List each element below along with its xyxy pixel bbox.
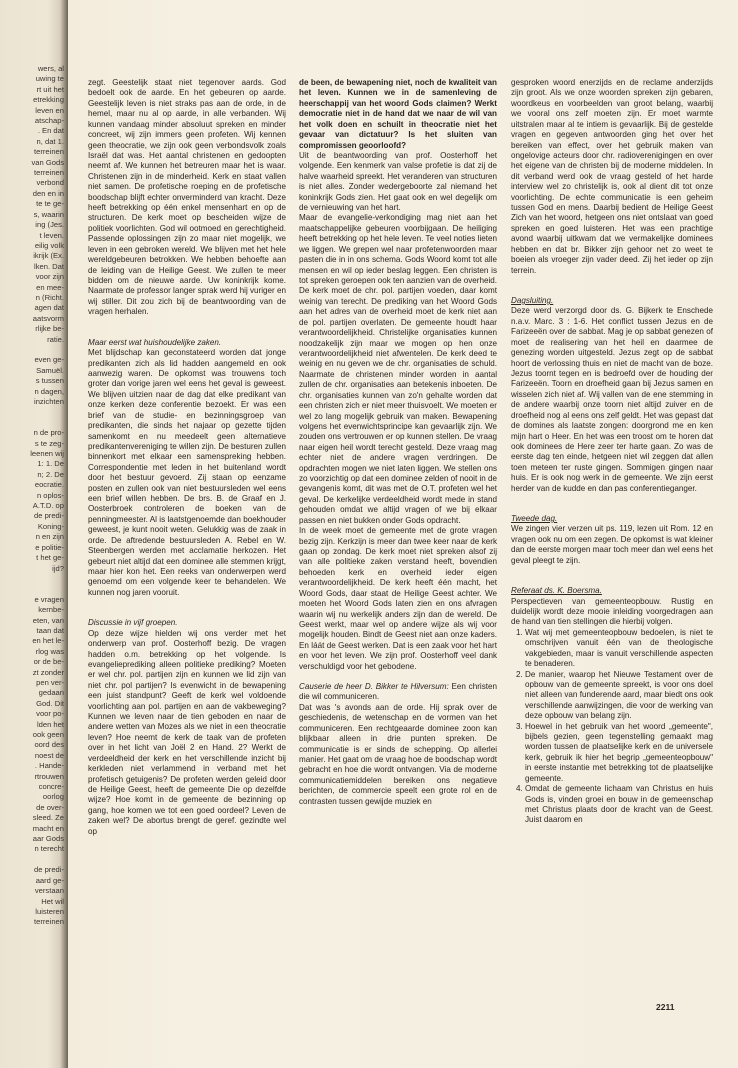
gutter-line: lken. Dat [34,261,64,271]
gutter-line: lden het [36,719,64,729]
heading-discussie-groepen: Discussie in vijf groepen. [88,618,178,628]
gutter-line: . En dat [37,126,64,136]
previous-page-text-fragments [4,64,64,928]
gutter-line: de over- [36,802,64,812]
gutter-line: n oplos- [36,490,64,500]
gutter-line: Het wil [41,896,64,906]
gutter-line: aatsvorm [32,313,64,323]
gutter-line: etrekking [33,95,64,105]
paragraph-gemeente-week: In de week moet de gemeente met de grote vragen bezig zijn. Kerkzijn is meer dan twee keer naar de kerk gaan op zondag. De kerk moet niet spreken alsof zij van alle politieke zaken verstand heeft, bovendien behoeden kerk en overheid ieder eigen verantwoordelijkheid. De kerk heeft één macht, het Woord Gods, daar staat de Heilige Geest achter. We moeten het Woord Gods laten zien en ons afvragen waarin wij nu werkelijk anders zijn dan de wereld. De Geest werkt, maar wel op andere wijze als wij voor mogelijk houden. Bindt de Geest niet aan onze kaders. En láát de Geest werken. Dat is een zaak voor het hart en voor het leven. We zijn prof. Oosterhoff veel dank verschuldigd voor het gebodene. [299,526,497,671]
gutter-line: agen dat [34,303,64,313]
gutter-line: concre- [38,782,64,792]
gutter-line: rlog was [35,646,64,656]
gutter-line: Samuël. [36,365,64,375]
gutter-line: even ge- [34,355,64,365]
heading-dagsluiting: Dagsluiting. [511,296,554,306]
gutter-line: leven en [35,105,64,115]
causerie-heading-line [299,682,497,703]
gutter-line: e politie- [35,542,64,552]
gutter-line: en mee- [36,282,64,292]
gutter-line: te te ge- [36,199,64,209]
gutter-line: sleed. Ze [32,813,64,823]
list-item: 3. Hoewel in het gebruik van het woord „gemeente", bijbels gezien, geen tegenstelling gemaakt mag worden tussen de plaatselijke kerk en de universele kerk, gebruik ik hier het begrip „gemeenteopbouw" in eerste instantie met betrekking tot de plaatselijke gemeente. [525,722,713,785]
gutter-line: eilig volk [34,240,64,250]
gutter-line: voor zijn [35,272,64,282]
gutter-line: oorlog [42,792,64,802]
gutter-line: luisteren [35,906,64,916]
gutter-line: Koning- [37,521,64,531]
page-number: 2211 [656,1002,675,1012]
gutter-line: n, dat 1. [36,136,64,146]
gutter-line: oord des [34,740,64,750]
gutter-line: n; 2. De [37,469,64,479]
gutter-line: t het ge- [36,553,64,563]
gutter-line: s te zeg- [34,438,64,448]
gutter-line: terreinen [34,147,64,157]
gutter-line: or de be- [33,657,64,667]
gutter-line: terreinen [34,168,64,178]
gutter-line: n de pro- [33,428,64,438]
paragraph-huishoudelijke-zaken: Met blijdschap kan geconstateerd worden dat jonge predikanten zich als lid hadden aangemeld en ook aanwezig waren. De opkomst was trouwens toch groter dan vorige jaren wel eens het geval is geweest. We blijven uitzien naar de dag dat elke predikant van onze kerken deze conferentie bezoekt. Er was een brief van de studie- en bezinningsgroep van predikanten, die sinds het najaar op gezette tijden samenkomt en nu meedeelt geen alternatieve predikantenvereniging te willen zijn. De besturen zullen binnenkort met elkaar een samenspreking hebben. Correspondentie met leden in het buitenland wordt door het bestuur gevoerd. Zij staan op eenzame posten en zullen ook van niet bestuursleden wel eens een brief willen hebben. De brs. B. de Graaf en J. Oosterbroek controleren de boeken van de penningmeester. Al is laatstgenoemde dan boekhouder geweest, je kunt nooit weten. Gelukkig was de zaak in orde. De aftredende bestuursleden A. Rebel en W. Steenbergen werden met acclamatie herkozen. Het gebeurt niet altijd dat een dominee alle stemmen krijgt, maar hier kon het. Een reeks van onderwerpen werd genoemd om een volgende keer te behandelen. We kunnen nog jaren vooruit. [88,348,286,597]
gutter-line: rlijke be- [35,324,64,334]
column-middle-intro: de been, de bewapening niet, noch de kwaliteit van het leven. Kunnen we in de samenleving de heerschappij van het woord Gods claimen? Werkt democratie niet in de hand dat we naar de wil van het volk doen en schuilt in theocratie niet het gevaar van dictatuur? Is het sluiten van compromissen geoorloofd? [299,78,497,150]
list-item: 4. Omdat de gemeente lichaam van Christus en huis Gods is, vinden groei en bouw in de gemeenschap met Christus plaats door de kracht van de Geest. Juist daarom en [525,784,713,826]
gutter-line: noest de [34,750,64,760]
paragraph-evangelie-verkondiging: Maar de evangelie-verkondiging mag niet aan het maatschappelijke gebeuren voorbijgaan. De heiliging heeft betrekking op het hele leven. Te veel noties lieten we liggen. We grepen wel naar profetenwoorden maar pasten die in in ons schema. Gods Woord komt tot alle mensen en wil op ieder beslag leggen. Een christen is tot spreken geroepen ook ten aanzien van de overheid. De kerk moet de chr. pol. partijen voeden, daar komt weinig van terecht. De prediking van het Woord Gods aan het adres van de overheid moet de kerk niet aan de pol. partijen overlaten. De gemeente houdt haar verantwoordelijkheid. Christelijke organisaties kunnen noodzakelijk zijn maar we mogen op hen onze verantwoordelijkheid niet afwentelen. De kerk deed te weinig en nu geven we de chr. organisaties de schuld. Naarmate de christenen minder worden in aantal zullen de chr. organisaties aan betekenis inboeten. De chr. organisaties kunnen van zo'n gehalte worden dat een christen zich er niet meer thuisvoelt. We moeten er wel zo lang mogelijk gebruik van maken. Bewapening volgens het evenwichtsprincipe kan gevaarlijk zijn. We zouden ons vertrouwen er op kunnen stellen. De vraag naar eigen heil wordt terecht gesteld. Deze vraag mag echter niet de andere vragen verdringen. De opdrachten mogen we niet laten liggen. We stellen ons zo voorzichtig op dat een dominee zelden of nooit in de gevangenis komt, dit was met de O.T. profeten wel het geval. De kerkelijke verdeeldheid wordt mede in stand gehouden omdat we altijd vragen of we bij elkaar passen en niet bukken onder Gods opdracht. [299,213,497,525]
gutter-line: eten, van [32,615,64,625]
gutter-line: de predi- [34,511,64,521]
gutter-line: n dagen, [34,386,64,396]
gutter-line [4,855,64,865]
gutter-line: ing (Jes. [35,220,64,230]
gutter-line: n en zijn [35,532,64,542]
gutter-line: taan dat [36,625,64,635]
column-middle [299,78,497,1028]
gutter-line [4,345,64,355]
heading-causerie-bikker: Causerie de heer D. Bikker te Hilversum: [299,682,449,692]
gutter-line: terreinen [34,917,64,927]
gutter-line: s, waarin [33,209,64,219]
gutter-line: verbond [36,178,64,188]
gutter-line: n (Richt. [35,292,64,302]
gutter-line: . Hande- [34,761,64,771]
gutter-line: voor po- [36,709,64,719]
heading-tweede-dag: Tweede dag. [511,514,558,524]
column-right [511,78,713,1028]
paragraph-tweede-dag: We zingen vier verzen uit ps. 119, lezen uit Rom. 12 en vragen ook nu om een zegen. De opkomst is wat kleiner dan de eerste morgen maar toch meer dan wel eens het geval pleegt te zijn. [511,524,713,565]
column-right-intro: gesproken woord enerzijds en de reclame anderzijds zijn groot. Als we onze woorden spreken zijn gebaren, woordkeus en voorbeelden van groot belang, waarbij we vooral ons zelf moeten zijn. Er moet warmte uitstralen maar al te intiem is gevaarlijk. Bij de gestelde vragen en gegeven antwoorden ging het over het bereiken van effect, over het gebruik maken van ongelovige acteurs door chr. radioverenigingen en over het eigene van de christen bij de moderne middelen. In dit verband werd ook de vraag gesteld of het harde interview wel zo christelijk is, ook al dient dit tot onze voorlichting. De echte communicatie is een geheim tussen God en mens. Daarbij bedient de Heilige Geest Zich van het woord, hetgeen ons niet ontslaat van goed spreken en goed luisteren. Het was een prachtige avond waarbij uitkwam dat we vermakelijke dominees hebben en dat br. Bikker zijn gehoor net zo weet te boeien als vroeger zijn vader deed. Zij het ieder op zijn terrein. [511,78,713,275]
gutter-line: t leven. [39,230,64,240]
gutter-line: kernbe- [38,605,64,615]
gutter-line: atschap- [34,116,64,126]
gutter-line: de predi- [34,865,64,875]
gutter-line: aar Gods [32,834,64,844]
gutter-line: ratie. [47,334,64,344]
list-item: 2. De manier, waarop het Nieuwe Testament over de opbouw van de gemeente spreekt, is voor ons doel niet alleen van funderende aard, maar biedt ons ook verschillende aanwijzingen, die voor de werking van deze opbouw van belang zijn. [525,670,713,722]
gutter-line: ook geen [32,730,64,739]
gutter-line: en het le- [32,636,64,646]
gutter-line [4,418,64,428]
paragraph-causerie: Dat was 's avonds aan de orde. Hij sprak over de geschiedenis, de wetenschap en de vormen van het communiceren. Een rechtgeaarde dominee zoon kan blijkbaar alleen in drie punten spreken. De communicatie is er sinds de schepping. Op allerlei manier. Het gaat om de vraag hoe de boodschap wordt gebracht en hoe die wordt ontvangen. Via de moderne communicatiemiddelen bereiken ons negatieve berichten, de commercie speelt een grote rol en de contrasten tussen gewijde muziek en [299,702,497,806]
gutter-line: van Gods [31,157,64,167]
gutter-line: leenen wij [30,449,64,459]
gutter-line: macht en [32,823,64,833]
paragraph-referaat-intro: Perspectieven van gemeenteopbouw. Rustig en duidelijk wordt deze mooie inleiding voorgedragen aan de hand van tien stellingen die hierbij volgen. [511,596,713,627]
heading-huishoudelijke-zaken: Maar eerst wat huishoudelijke zaken. [88,337,222,347]
gutter-line [4,584,64,594]
previous-page-gutter [0,0,68,1068]
paragraph-dagsluiting: Deze werd verzorgd door ds. G. Bijkerk te Enschede n.a.v. Marc. 3 : 1-6. Het conflict tussen Jezus en de Farizeeën over de sabbat. Mag je op sabbat genezen of moet de realisering van het heil en daarmee de genezing worden uitgesteld. Jezus zegt op de sabbat hoort de verlossing thuis en niet de macht van de boze. Jezus toornt tegen en is bedroefd over de houding der Farizeeën. Toorn en droefheid gaan bij Jezus samen en wisselen zich niet af. Wij vallen van de ene stemming in de andere waarbij onze toorn niet altijd zuiver en de droefheid nog al eens ons zelf geldt. Het was gepast dat de domines als laatste zongen: doorgrond me en ken mijn hart o Heer. En het was een troost om te horen dat ook dominees de Here zeer ter harte gaan. Zo was de eerste dag ten einde, hetgeen niet wil zeggen dat allen toen meteen ter ruste gingen. Sommigen gingen naar huis. Er is ook nog werk in de gemeente. We zijn eerst herder van de kudde en dan pas conferentieganger. [511,306,713,493]
gutter-line: inzichten [34,397,64,406]
list-item: 1. Wat wij met gemeenteopbouw bedoelen, is niet te omschrijven vanuit één van de theologische vakgebieden, maar is vanuit verschillende aspecten te benaderen. [525,628,713,670]
gutter-line: God. Dit [36,698,64,708]
gutter-line: aard ge- [35,875,64,885]
column-left-intro: zegt. Geestelijk staat niet tegenover aards. God bedoelt ook de aarde. En het gebeuren op aarde. Geestelijk leven is niet straks pas aan de orde, in de hemel, maar nu al op aarde, in alle verbanden. Wij kunnen vandaag minder absoluut spreken en minder concreet, wij zijn immers geen profeten. Wij kennen geen theocratie, we zijn ook geen verbondsvolk zoals Israël dat was. Het aantal christenen en gedoopten neemt af. We kunnen het betreuren maar het is waar. Christenen zijn in de minderheid. Kerk en staat vallen niet samen. De profetische roeping en de profetische boodschap blijft echter onverminderd van kracht. Deze heeft betrekking op één enkel mensenhart en op de structuren. De kerk moet op bescheiden wijze de politiek voorlichten. God wil ootmoed en gerechtigheid. Passende oplossingen zijn zo maar niet mogelijk, we leven in een gebroken wereld. We blijven met het hele wereldgebeuren betrokken. We hebben behoefte aan de leiding van de Heilige Geest. We zullen te meer bidden om de nieuwe aarde. Uw koninkrijk kome. Naarmate de professor langer sprak werd hij vuriger en wij stiller. Dit zou zich bij de beantwoording van de vragen herhalen. [88,78,286,317]
gutter-line: uwing te [35,74,64,84]
gutter-line: wers, al [37,64,64,73]
gutter-line [4,407,64,417]
gutter-line: pen ver- [36,677,64,687]
gutter-line: A.T.D. op [32,501,64,511]
gutter-line: zt zonder [32,667,64,677]
paragraph-beantwoording: Uit de beantwoording van prof. Oosterhoff het volgende. Een kenmerk van valse profetie is dat zij de halve waarheid spreekt. Het veranderen van structuren is niet alles. Zonder wedergeboorte zal niemand het koninkrijk Gods zien. Het gaat ook en wel degelijk om de vernieuwing van het hart. [299,150,497,213]
gutter-line: den en in [32,188,64,198]
paragraph-discussie-groepen: Op deze wijze hielden wij ons verder met het onderwerp van prof. Oosterhoff bezig. De vragen hadden o.m. betrekking op het volgende. Is evangelieprediking alleen politieke prediking? Moeten er wel chr. pol. partijen zijn en kunnen we lid zijn van niet chr. pol partijen? Is evenwicht in de bewapening een juist standpunt? Geeft de kerk wel voldoende voorlichting aan pol. partijen en aan de vakbeweging? Kunnen we leven naar de tien geboden en naar de andere wetten van Mozes als we niet in een theocratie leven? Hoe neemt de kerk de taak van de profeten over in het licht van Joël 2 en Hand. 2? Werkt de verdeeldheid der kerk en het verschillende inzicht bij kerkleden niet verlammend in verband met het profetisch getuigenis? De profeten werden geleid door de Heilige Geest, heeft de gemeente Die op dezelfde wijze? Hoe komt in de gemeente de bezinning op gang, hoe komen we tot een goed oordeel? Leven de zaken wel? De abortus brengt de geref. gezindte wel op [88,628,286,836]
gutter-line [4,574,64,584]
gutter-line: ijd? [52,563,64,573]
gutter-line: ikrijk (Ex. [33,251,64,261]
heading-referaat-boersma: Referaat ds. K. Boersma. [511,586,602,596]
gutter-line: e vragen [34,594,64,604]
gutter-line: rt uit het [36,84,64,94]
gutter-line: gedaan [38,688,64,698]
gutter-line: n terecht [34,844,64,854]
stellingen-list [511,628,713,826]
gutter-line: verstaan [34,886,64,896]
gutter-line: s tussen [35,376,64,386]
causerie-heading-tail: Een christen die wil communiceren. [299,682,497,702]
gutter-line: 1: 1. De [37,459,64,469]
gutter-line: rtrouwen [34,771,64,781]
column-left [88,78,286,1028]
gutter-line: eocratie. [34,480,64,490]
